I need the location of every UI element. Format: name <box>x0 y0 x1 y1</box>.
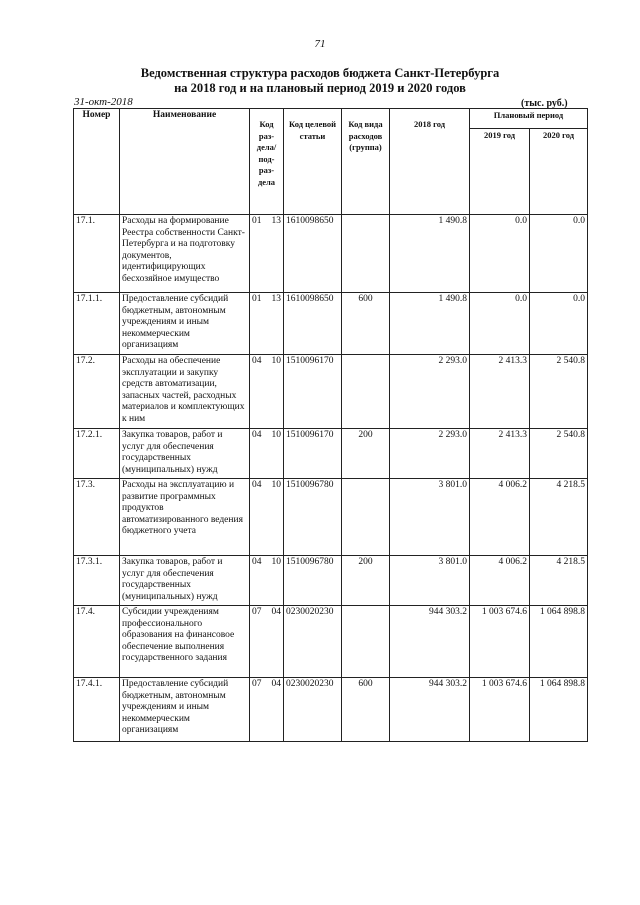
row-target: 1510096170 <box>284 429 342 479</box>
row-number: 17.2.1. <box>74 429 120 479</box>
row-name: Расходы на формирование Реестра собственности Санкт-Петербурга и на подготовку документов, идентифицирующих бесхозяйное имущество <box>120 215 250 293</box>
row-subsection-code: 13 <box>271 294 281 304</box>
row-section <box>250 215 284 293</box>
table-header <box>74 109 588 215</box>
header-2020: 2020 год <box>530 129 588 215</box>
row-2018: 1 490.8 <box>390 293 470 355</box>
units-label: (тыс. руб.) <box>521 98 568 109</box>
row-subsection-code: 10 <box>271 557 281 567</box>
row-expense-type: 200 <box>342 556 390 606</box>
header-2018: 2018 год <box>390 109 470 215</box>
header-2019: 2019 год <box>470 129 530 215</box>
row-target: 1510096170 <box>284 355 342 429</box>
row-2019: 4 006.2 <box>470 556 530 606</box>
row-subsection-code: 04 <box>271 607 281 617</box>
row-section-code: 07 <box>252 607 262 617</box>
row-name: Предоставление субсидий бюджетным, автономным учреждениям и иным некоммерческим организациям <box>120 678 250 742</box>
row-name: Расходы на эксплуатацию и развитие программных продуктов автоматизированного ведения бюджетного учета <box>120 479 250 556</box>
row-2020: 1 064 898.8 <box>530 606 588 678</box>
table-row <box>74 293 588 355</box>
row-number: 17.4. <box>74 606 120 678</box>
row-expense-type <box>342 606 390 678</box>
table-body <box>74 215 588 742</box>
header-planned-period: Плановый период <box>470 109 588 129</box>
row-2020: 2 540.8 <box>530 429 588 479</box>
row-expense-type <box>342 355 390 429</box>
row-2020: 2 540.8 <box>530 355 588 429</box>
document-date: 31-окт-2018 <box>74 96 133 108</box>
row-2018: 944 303.2 <box>390 606 470 678</box>
row-number: 17.1.1. <box>74 293 120 355</box>
page-title <box>0 66 640 96</box>
header-name: Наименование <box>120 109 250 215</box>
row-subsection-code: 10 <box>271 480 281 490</box>
row-section-code: 01 <box>252 294 262 304</box>
row-expense-type: 200 <box>342 429 390 479</box>
row-number: 17.3. <box>74 479 120 556</box>
row-expense-type <box>342 215 390 293</box>
row-section <box>250 556 284 606</box>
row-2020: 0.0 <box>530 215 588 293</box>
table-row <box>74 556 588 606</box>
header-section: Код раз-дела/ под-раз-дела <box>250 109 284 215</box>
row-target: 0230020230 <box>284 678 342 742</box>
row-number: 17.1. <box>74 215 120 293</box>
table-row <box>74 606 588 678</box>
table-row <box>74 479 588 556</box>
row-expense-type: 600 <box>342 678 390 742</box>
title-line-2: на 2018 год и на плановый период 2019 и 2020 годов <box>174 81 466 95</box>
header-target: Код целевой статьи <box>284 109 342 215</box>
row-2018: 3 801.0 <box>390 556 470 606</box>
row-section-code: 01 <box>252 216 262 226</box>
row-2018: 3 801.0 <box>390 479 470 556</box>
row-target: 1510096780 <box>284 556 342 606</box>
row-name: Субсидии учреждениям профессионального образования на финансовое обеспечение выполнения государственного задания <box>120 606 250 678</box>
row-subsection-code: 10 <box>271 356 281 366</box>
title-line-1: Ведомственная структура расходов бюджета Санкт-Петербурга <box>140 66 500 80</box>
row-name: Закупка товаров, работ и услуг для обеспечения государственных (муниципальных) нужд <box>120 556 250 606</box>
budget-table <box>73 108 588 742</box>
row-2020: 4 218.5 <box>530 479 588 556</box>
row-2020: 4 218.5 <box>530 556 588 606</box>
row-target: 1610098650 <box>284 293 342 355</box>
row-section-code: 07 <box>252 679 262 689</box>
row-2019: 1 003 674.6 <box>470 678 530 742</box>
row-section <box>250 355 284 429</box>
row-2019: 4 006.2 <box>470 479 530 556</box>
row-section-code: 04 <box>252 480 262 490</box>
row-2019: 0.0 <box>470 215 530 293</box>
row-section <box>250 678 284 742</box>
page-number: 71 <box>314 38 326 50</box>
row-name: Предоставление субсидий бюджетным, автономным учреждениям и иным некоммерческим организациям <box>120 293 250 355</box>
row-name: Расходы на обеспечение эксплуатации и закупку средств автоматизации, запасных частей, расходных материалов и комплектующих к ним <box>120 355 250 429</box>
row-target: 1610098650 <box>284 215 342 293</box>
row-target: 0230020230 <box>284 606 342 678</box>
row-expense-type: 600 <box>342 293 390 355</box>
row-2018: 944 303.2 <box>390 678 470 742</box>
row-number: 17.2. <box>74 355 120 429</box>
row-subsection-code: 10 <box>271 430 281 440</box>
row-2019: 0.0 <box>470 293 530 355</box>
row-section-code: 04 <box>252 356 262 366</box>
table-row <box>74 678 588 742</box>
row-2018: 2 293.0 <box>390 355 470 429</box>
row-number: 17.3.1. <box>74 556 120 606</box>
table-row <box>74 355 588 429</box>
row-target: 1510096780 <box>284 479 342 556</box>
row-section <box>250 479 284 556</box>
row-2019: 2 413.3 <box>470 429 530 479</box>
row-2020: 0.0 <box>530 293 588 355</box>
row-expense-type <box>342 479 390 556</box>
row-section <box>250 293 284 355</box>
row-section-code: 04 <box>252 430 262 440</box>
row-name: Закупка товаров, работ и услуг для обеспечения государственных (муниципальных) нужд <box>120 429 250 479</box>
table-row <box>74 215 588 293</box>
row-section <box>250 606 284 678</box>
row-subsection-code: 13 <box>271 216 281 226</box>
row-2019: 2 413.3 <box>470 355 530 429</box>
row-section <box>250 429 284 479</box>
header-expense-type: Код вида расходов (группа) <box>342 109 390 215</box>
row-2019: 1 003 674.6 <box>470 606 530 678</box>
row-number: 17.4.1. <box>74 678 120 742</box>
row-section-code: 04 <box>252 557 262 567</box>
row-2018: 1 490.8 <box>390 215 470 293</box>
table-row <box>74 429 588 479</box>
row-2018: 2 293.0 <box>390 429 470 479</box>
header-number: Номер <box>74 109 120 215</box>
row-subsection-code: 04 <box>271 679 281 689</box>
row-2020: 1 064 898.8 <box>530 678 588 742</box>
